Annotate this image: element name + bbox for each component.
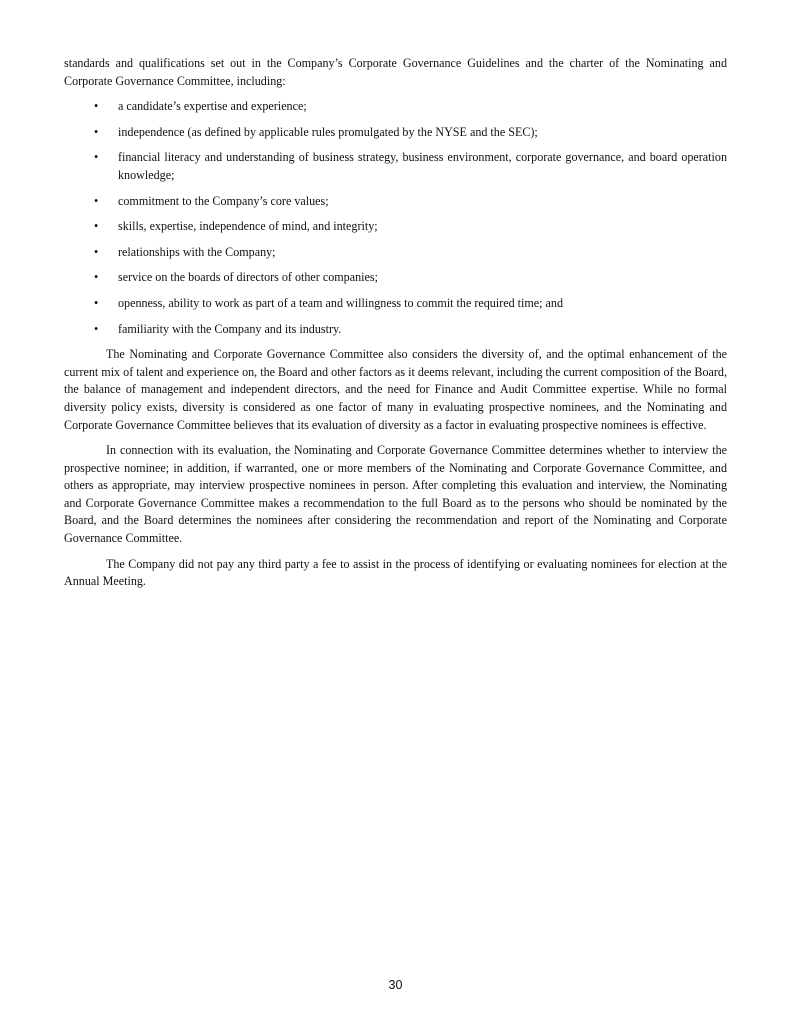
list-item-text: a candidate’s expertise and experience;: [118, 99, 307, 114]
list-item: [64, 269, 727, 287]
list-item-text: openness, ability to work as part of a team and willingness to commit the required time; and: [118, 295, 564, 310]
bullet-icon: •: [94, 321, 99, 336]
document-page: [64, 55, 727, 599]
list-item: [64, 98, 727, 116]
list-item-text: familiarity with the Company and its industry.: [118, 321, 342, 336]
bullet-icon: •: [94, 150, 99, 165]
page-number: 30: [388, 978, 403, 992]
bullet-icon: •: [94, 193, 99, 208]
list-item-text: commitment to the Company’s core values;: [118, 193, 329, 208]
list-item: [64, 193, 727, 211]
intro-paragraph: standards and qualifications set out in the Company’s Corporate Governance Guidelines and the charter of the Nominating and Corporate Governance Committee, including:: [64, 56, 727, 88]
list-item: [64, 124, 727, 142]
list-item: [64, 244, 727, 262]
diversity-paragraph: The Nominating and Corporate Governance Committee also considers the diversity of, and the optimal enhancement of the current mix of talent and experience on, the Board and other factors as it deems relevant, including the current composition of the Board, the balance of management and independent directors, and the need for Finance and Audit Committee expertise. While no formal diversity policy exists, diversity is considered as one factor of many in evaluating prospective nominees, and the Nominating and Corporate Governance Committee believes that its evaluation of diversity as a factor in evaluating prospective nominees is effective.: [64, 347, 727, 432]
list-item: [64, 295, 727, 313]
list-item-text: relationships with the Company;: [118, 244, 276, 259]
list-item-text: independence (as defined by applicable rules promulgated by the NYSE and the SEC);: [118, 124, 538, 139]
list-item-text: financial literacy and understanding of business strategy, business environment, corporate governance, and board operation knowledge;: [118, 150, 727, 182]
list-item-text: service on the boards of directors of other companies;: [118, 270, 378, 285]
bullet-icon: •: [94, 244, 99, 259]
bullet-icon: •: [94, 270, 99, 285]
evaluation-paragraph: In connection with its evaluation, the Nominating and Corporate Governance Committee determines whether to interview the prospective nominee; in addition, if warranted, one or more members of the Nominating and Corporate Governance Committee, and others as appropriate, may interview prospective nominees in person. After completing this evaluation and interview, the Nominating and Corporate Governance Committee makes a recommendation to the full Board as to the persons who should be nominated by the Board, and the Board determines the nominees after considering the recommendation and report of the Nominating and Corporate Governance Committee.: [64, 443, 727, 546]
third-party-fee-paragraph: The Company did not pay any third party a fee to assist in the process of identifying or evaluating nominees for election at the Annual Meeting.: [64, 556, 727, 589]
list-item: [64, 149, 727, 184]
bullet-icon: •: [94, 219, 99, 234]
bullet-icon: •: [94, 295, 99, 310]
list-item: [64, 321, 727, 339]
qualifications-list: [64, 98, 727, 338]
bullet-icon: •: [94, 99, 99, 114]
list-item-text: skills, expertise, independence of mind, and integrity;: [118, 219, 378, 234]
bullet-icon: •: [94, 124, 99, 139]
list-item: [64, 218, 727, 236]
